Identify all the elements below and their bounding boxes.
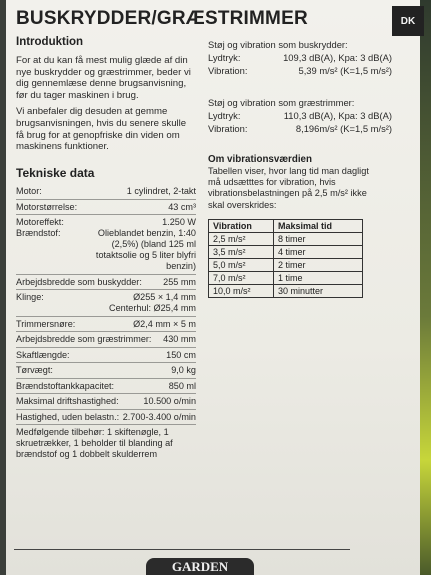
spec-width-bush: Arbejdsbredde som buskydder: 255 mm	[16, 276, 196, 287]
intro-text	[16, 55, 196, 158]
vibration-table	[208, 219, 363, 298]
cell-vibration: 7,0 m/s²	[209, 272, 274, 285]
noise-bush-pressure: Lydtryk: 109,3 dB(A), Kpa: 3 dB(A)	[208, 52, 392, 63]
table-row	[209, 259, 363, 272]
noise-trim-pressure: Lydtryk: 110,3 dB(A), Kpa: 3 dB(A)	[208, 110, 392, 121]
tech-specs	[16, 186, 196, 460]
spec-fuel: Brændstof: Olieblandet benzin, 1:40 (2,5%) (bland 125 ml totaktsolie og 5 liter blyfri benzin)	[16, 228, 196, 271]
spec-blade: Klinge: Ø255 × 1,4 mm	[16, 292, 196, 302]
table-row	[209, 246, 363, 259]
spec-tank: Brændstoftankkapacitet: 850 ml	[16, 380, 196, 391]
noise-trim-vibration: Vibration: 8,196m/s² (K=1,5 m/s²)	[208, 123, 392, 134]
footer-divider	[14, 549, 350, 550]
cell-time: 8 timer	[274, 233, 363, 246]
vib-value-heading: Om vibrationsværdien	[208, 154, 312, 165]
cell-time: 1 time	[274, 272, 363, 285]
vib-value-text: Tabellen viser, hvor lang tid man dagligt må udsætttes for vibration, hvis vibrationsbelastningen på 2,5 m/s² ikke skal overskrides:	[208, 166, 369, 210]
table-row	[209, 285, 363, 298]
spec-shaft: Skaftlængde: 150 cm	[16, 349, 196, 360]
spec-speed-load: Hastighed, uden belastn.: 2.700-3.400 o/min	[16, 411, 196, 422]
noise-bush-block	[208, 38, 392, 77]
table-header-vibration: Vibration	[209, 220, 274, 233]
noise-trim-heading: Støj og vibration som græstrimmer:	[208, 97, 355, 108]
noise-bush-heading: Støj og vibration som buskrydder:	[208, 39, 348, 50]
background-edge	[420, 0, 431, 575]
intro-heading: Introduktion	[16, 36, 84, 48]
cell-vibration: 3,5 m/s²	[209, 246, 274, 259]
spec-max-speed: Maksimal driftshastighed: 10.500 o/min	[16, 396, 196, 406]
page-title: BUSKRYDDER/GRÆSTRIMMER	[16, 8, 308, 29]
table-row	[209, 233, 363, 246]
noise-trim-block	[208, 96, 392, 135]
brand-logo: GARDEN	[146, 558, 254, 575]
spec-size: Motorstørrelse: 43 cm³	[16, 201, 196, 212]
spec-weight: Tørvægt: 9,0 kg	[16, 365, 196, 375]
table-row	[209, 272, 363, 285]
intro-paragraph-1: For at du kan få mest mulig glæde af din nye buskrydder og græstrimmer, beder vi dig gennemlæse denne brugsanvisning, før du tager maskinen i brug.	[16, 55, 191, 101]
spec-center-hole: Centerhul: Ø25,4 mm	[109, 303, 196, 313]
cell-time: 2 timer	[274, 259, 363, 272]
spec-power: Motoreffekt: 1.250 W	[16, 217, 196, 227]
cell-vibration: 5,0 m/s²	[209, 259, 274, 272]
spec-accessories: Medfølgende tilbehør: 1 skiftenøgle, 1 skruetrækker, 1 beholder til blanding af brændstof og 1 dobbelt skulderrem	[16, 427, 173, 459]
noise-bush-vibration: Vibration: 5,39 m/s² (K=1,5 m/s²)	[208, 65, 392, 76]
cell-vibration: 10,0 m/s²	[209, 285, 274, 298]
spec-width-trim: Arbejdsbredde som græstrimmer: 430 mm	[16, 334, 196, 344]
table-header-time: Maksimal tid	[274, 220, 363, 233]
cell-vibration: 2,5 m/s²	[209, 233, 274, 246]
table-header-row	[209, 220, 363, 233]
language-badge: DK	[392, 6, 424, 36]
cell-time: 4 timer	[274, 246, 363, 259]
tech-heading: Tekniske data	[16, 166, 95, 180]
intro-paragraph-2: Vi anbefaler dig desuden at gemme brugsanvisningen, hvis du senere skulle få brug for at genopfriske din viden om maskinens funktioner.	[16, 106, 187, 153]
spec-line: Trimmersnøre: Ø2,4 mm × 5 m	[16, 318, 196, 329]
spec-motor: Motor: 1 cylindret, 2-takt	[16, 186, 196, 196]
cell-time: 30 minutter	[274, 285, 363, 298]
